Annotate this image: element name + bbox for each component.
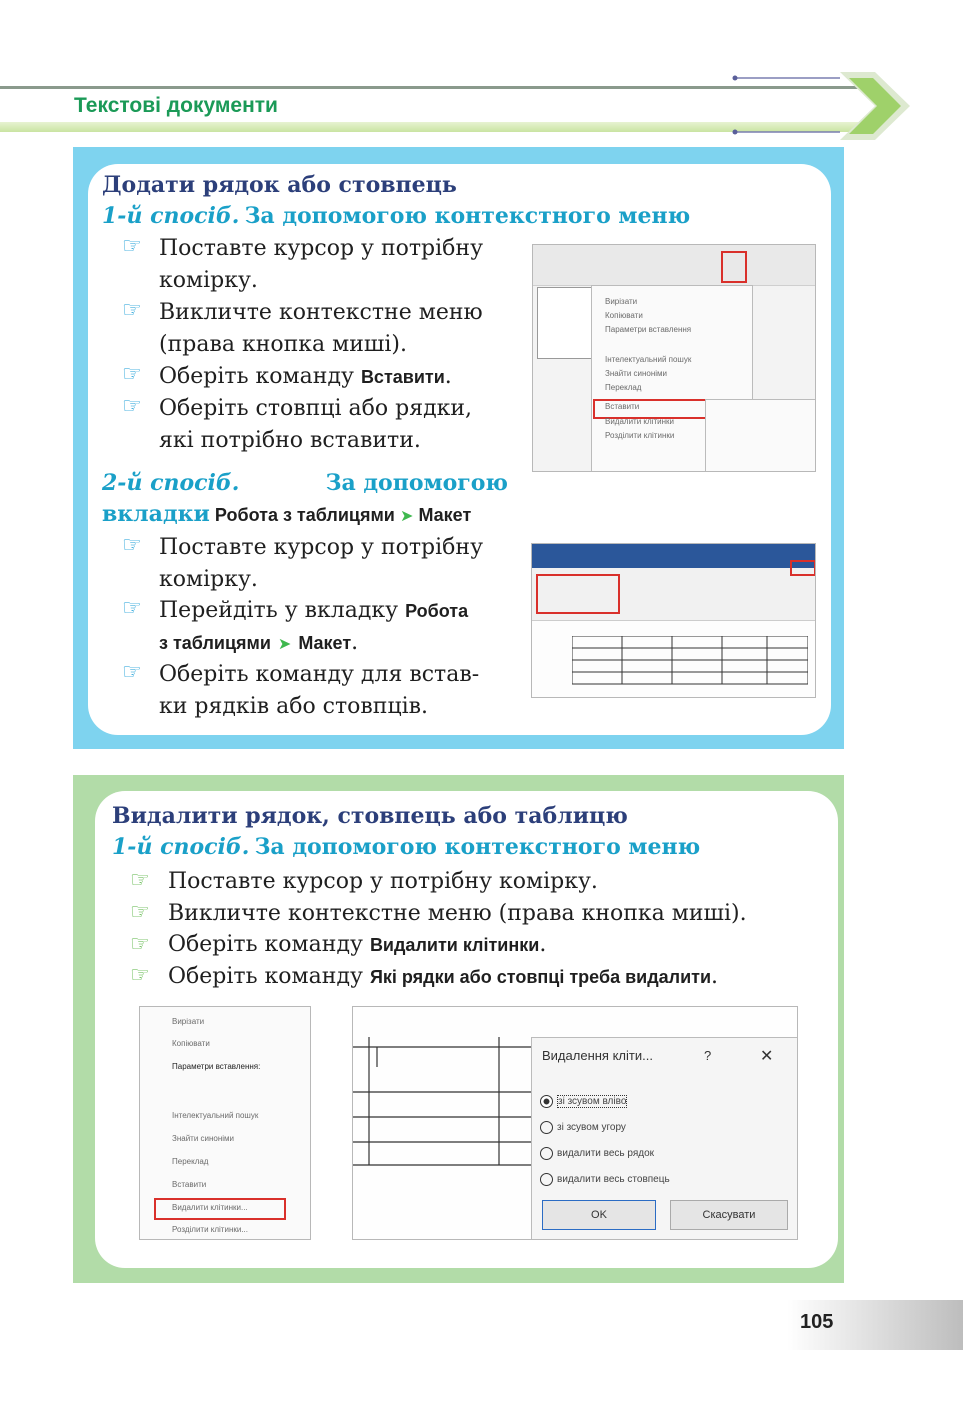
page-header-title: Текстові документи: [74, 94, 278, 117]
dialog-title: Видалення кліти...: [542, 1048, 653, 1063]
radio-icon: [540, 1173, 553, 1186]
pointer-bullet-icon: ☞: [122, 533, 142, 558]
delete-menu-screenshot: [139, 1006, 311, 1240]
delete-step1: Поставте курсор у потрібну комірку.: [168, 869, 598, 894]
pointer-bullet-icon: ☞: [122, 298, 142, 323]
add-method2-heading: 2-й спосіб. За допомогою: [102, 470, 508, 496]
add-m1-step1-cont: комірку.: [159, 268, 258, 293]
ok-button[interactable]: OK: [542, 1200, 656, 1230]
add-method2-heading-cont: вкладки Робота з таблицями ➤ Макет: [102, 501, 472, 527]
header-chevron-icon: [835, 70, 915, 142]
radio-icon: [540, 1095, 553, 1108]
delete-method1-heading: 1-й спосіб. За допомогою контекстного меню: [112, 834, 701, 860]
close-icon[interactable]: ✕: [760, 1046, 774, 1065]
help-icon[interactable]: ?: [704, 1048, 712, 1063]
menu-item-split-cells: Розділити клітинки...: [172, 1225, 248, 1234]
highlight-frame: [154, 1198, 286, 1220]
pointer-bullet-icon: ☞: [122, 394, 142, 419]
menu-item-paste-options: Параметри вставлення:: [172, 1062, 261, 1071]
pointer-bullet-icon: ☞: [122, 362, 142, 387]
menu-item-cut: Вирізати: [172, 1017, 205, 1026]
radio-shift-left[interactable]: зі зсувом вліво: [540, 1088, 670, 1114]
menu-item-smart-lookup: Інтелектуальний пошук: [172, 1111, 259, 1120]
green-arrow-icon: ➤: [399, 506, 414, 525]
add-method1-heading: 1-й спосіб. За допомогою контекстного меню: [102, 203, 691, 229]
page-number: 105: [800, 1311, 834, 1333]
delete-cells-dialog: [531, 1037, 798, 1240]
menu-item-translate: Переклад: [172, 1157, 209, 1166]
pointer-bullet-icon: ☞: [130, 900, 150, 925]
menu-item-synonyms: Знайти синоніми: [172, 1134, 235, 1143]
pointer-bullet-icon: ☞: [122, 596, 142, 621]
add-m1-step3: Оберіть команду Вставити.: [159, 364, 452, 389]
delete-step2: Викличте контекстне меню (права кнопка миші).: [168, 901, 747, 926]
pointer-bullet-icon: ☞: [122, 660, 142, 685]
delete-step4: Оберіть команду Які рядки або стовпці треба видалити.: [168, 964, 719, 989]
add-m2-step2: Перейдіть у вкладку Робота: [159, 598, 469, 623]
menu-item-copy: Копіювати: [172, 1039, 210, 1048]
add-m1-step4: Оберіть стовпці або рядки,: [159, 396, 473, 421]
add-m2-step2-cont: з таблицями ➤ Макет.: [159, 630, 359, 655]
header-dots-decoration: [730, 74, 850, 144]
pointer-bullet-icon: ☞: [130, 963, 150, 988]
add-m1-step1: Поставте курсор у потрібну: [159, 236, 484, 261]
menu-item-insert: Вставити: [172, 1180, 207, 1189]
menu-item-delete-cells: Видалити клітинки...: [172, 1203, 248, 1212]
add-m1-step4-cont: які потрібно вставити.: [159, 428, 421, 453]
radio-delete-column[interactable]: видалити весь стовпець: [540, 1166, 670, 1192]
delete-step3: Оберіть команду Видалити клітинки.: [168, 932, 547, 957]
ribbon-screenshot: [531, 543, 816, 698]
add-m2-step3-cont: ки рядків або стовпців.: [159, 694, 429, 719]
add-m2-step1: Поставте курсор у потрібну: [159, 535, 484, 560]
pointer-bullet-icon: ☞: [130, 932, 150, 957]
delete-dialog-screenshot: [352, 1006, 798, 1240]
cancel-button[interactable]: Скасувати: [670, 1200, 788, 1230]
green-arrow-icon: ➤: [277, 634, 292, 653]
radio-delete-row[interactable]: видалити весь рядок: [540, 1140, 670, 1166]
pointer-bullet-icon: ☞: [122, 234, 142, 259]
radio-icon: [540, 1147, 553, 1160]
radio-shift-up[interactable]: зі зсувом угору: [540, 1114, 670, 1140]
pointer-bullet-icon: ☞: [130, 868, 150, 893]
delete-section-title: Видалити рядок, стовпець або таблицю: [112, 803, 628, 829]
add-m1-step2-cont: (права кнопка миші).: [159, 332, 407, 357]
dialog-options: [540, 1088, 670, 1192]
add-m1-step2: Викличте контекстне меню: [159, 300, 483, 325]
radio-icon: [540, 1121, 553, 1134]
context-menu-screenshot: Вирізати Копіювати Параметри вставлення Інтелектуальний пошук Знайти синоніми Переклад Вставити Видалити клітинки Розділити клітинки: [532, 244, 816, 472]
add-m2-step1-cont: комірку.: [159, 567, 258, 592]
add-m2-step3: Оберіть команду для встав-: [159, 662, 480, 687]
add-section-title: Додати рядок або стовпець: [102, 172, 457, 198]
